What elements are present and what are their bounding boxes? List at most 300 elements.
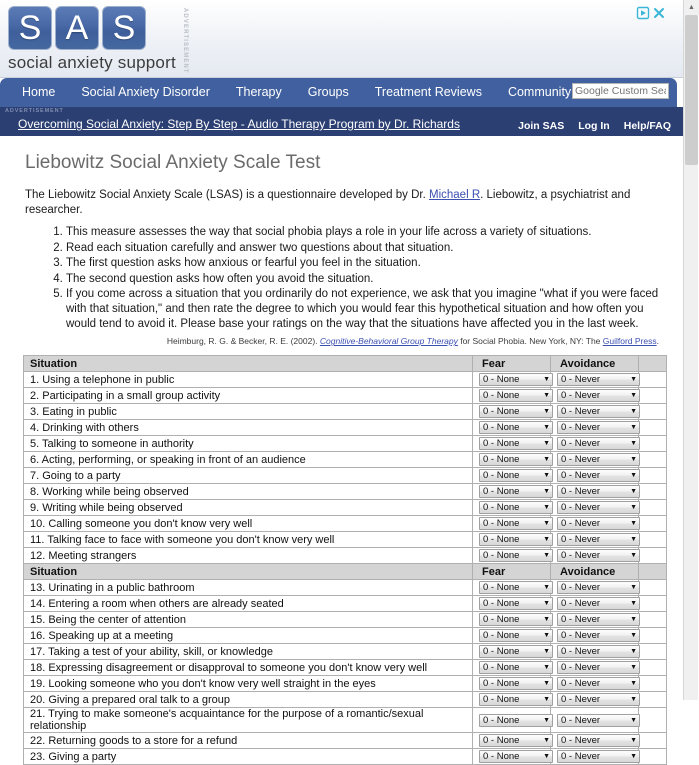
main-content — [0, 152, 683, 765]
fear-select-value: 0 - None — [483, 454, 520, 466]
fear-select-value: 0 - None — [483, 598, 520, 610]
avoidance-select-cell[interactable] — [551, 596, 639, 612]
avoidance-select-value: 0 - Never — [561, 714, 601, 726]
row-spacer-cell — [639, 644, 667, 660]
avoidance-select-value: 0 - Never — [561, 598, 601, 610]
chevron-down-icon: ▼ — [543, 696, 550, 704]
chevron-down-icon: ▼ — [630, 376, 637, 384]
nav-item-groups[interactable]: Groups — [307, 85, 349, 99]
fear-select[interactable] — [479, 437, 553, 450]
fear-select-value: 0 - None — [483, 422, 520, 434]
fear-select[interactable] — [479, 750, 553, 763]
fear-select[interactable] — [479, 421, 553, 434]
log-in-link[interactable]: Log In — [578, 119, 610, 132]
list-item: 1. This measure assesses the way that social phobia plays a role in your life across a variety of situations. — [66, 225, 661, 240]
fear-select-value: 0 - None — [483, 662, 520, 674]
fear-select-value: 0 - None — [483, 614, 520, 626]
situation-label: 2. Participating in a small group activity — [24, 388, 473, 404]
lsas-questionnaire-table — [23, 355, 667, 765]
avoidance-select-cell[interactable] — [551, 388, 639, 404]
situation-label: 16. Speaking up at a meeting — [24, 628, 473, 644]
table-row — [24, 420, 667, 436]
promo-link[interactable]: Overcoming Social Anxiety: Step By Step - Audio Therapy Program by Dr. Richards — [18, 117, 460, 131]
fear-select-value: 0 - None — [483, 390, 520, 402]
avoidance-select[interactable] — [557, 389, 640, 402]
avoidance-select-cell[interactable] — [551, 532, 639, 548]
situation-label: 3. Eating in public — [24, 404, 473, 420]
fear-select[interactable] — [479, 645, 553, 658]
fear-select-value: 0 - None — [483, 646, 520, 658]
citation-title-link[interactable]: Cognitive-Behavioral Group Therapy — [319, 336, 458, 347]
site-logo[interactable] — [8, 6, 188, 74]
situation-label: 21. Trying to make someone's acquaintance for the purpose of a romantic/sexual relationship — [24, 708, 473, 733]
avoidance-select-cell[interactable] — [551, 372, 639, 388]
nav-item-home[interactable]: Home — [22, 85, 56, 99]
avoidance-select-cell[interactable] — [551, 484, 639, 500]
column-header-spacer — [639, 356, 667, 372]
situation-label: 11. Talking face to face with someone you don't know very well — [24, 532, 473, 548]
situation-label: 12. Meeting strangers — [24, 548, 473, 564]
avoidance-select-value: 0 - Never — [561, 662, 601, 674]
avoidance-select-cell[interactable] — [551, 500, 639, 516]
table-row — [24, 644, 667, 660]
situation-label: 17. Taking a test of your ability, skill, or knowledge — [24, 644, 473, 660]
fear-select[interactable] — [479, 373, 553, 386]
chevron-down-icon: ▼ — [543, 753, 550, 761]
situation-label: 23. Giving a party — [24, 749, 473, 765]
avoidance-select-value: 0 - Never — [561, 550, 601, 562]
fear-select-value: 0 - None — [483, 678, 520, 690]
avoidance-select-cell[interactable] — [551, 548, 639, 564]
fear-select-value: 0 - None — [483, 751, 520, 763]
logo-tile-a: A — [55, 6, 99, 50]
fear-select[interactable] — [479, 677, 553, 690]
avoidance-select-cell[interactable] — [551, 733, 639, 749]
avoidance-select[interactable] — [557, 437, 640, 450]
ad-choices-controls[interactable] — [637, 7, 665, 19]
column-header-situation: Situation — [24, 564, 473, 580]
avoidance-select-cell[interactable] — [551, 516, 639, 532]
fear-select-cell[interactable] — [473, 692, 551, 708]
list-item: 3. The first question asks how anxious or fearful you feel in the situation. — [66, 256, 661, 271]
avoidance-select-value: 0 - Never — [561, 470, 601, 482]
avoidance-select[interactable] — [557, 597, 640, 610]
fear-select-value: 0 - None — [483, 518, 520, 530]
avoidance-select-cell[interactable] — [551, 420, 639, 436]
chevron-down-icon: ▼ — [630, 680, 637, 688]
avoidance-select-cell[interactable] — [551, 692, 639, 708]
avoidance-select-cell[interactable] — [551, 644, 639, 660]
fear-select[interactable] — [479, 517, 553, 530]
situation-label: 20. Giving a prepared oral talk to a group — [24, 692, 473, 708]
avoidance-select-value: 0 - Never — [561, 486, 601, 498]
intro-text-after: . Liebowitz, a psychiatrist and researcher. — [25, 189, 631, 216]
avoidance-select[interactable] — [557, 750, 640, 763]
chevron-down-icon: ▼ — [630, 648, 637, 656]
fear-select[interactable] — [479, 581, 553, 594]
fear-select[interactable] — [479, 714, 553, 727]
fear-select-cell[interactable] — [473, 436, 551, 452]
avoidance-select-cell[interactable] — [551, 676, 639, 692]
fear-select[interactable] — [479, 661, 553, 674]
avoidance-select-value: 0 - Never — [561, 735, 601, 747]
row-spacer-cell — [639, 436, 667, 452]
situation-label: 14. Entering a room when others are already seated — [24, 596, 473, 612]
chevron-down-icon: ▼ — [630, 737, 637, 745]
michael-r-liebowitz-link[interactable]: Michael R — [429, 189, 481, 201]
top-ad-banner — [0, 0, 683, 78]
table-row — [24, 516, 667, 532]
chevron-down-icon: ▼ — [543, 424, 550, 432]
citation-part2: for Social Phobia. New York, NY: The — [457, 336, 603, 347]
fear-select-cell[interactable] — [473, 404, 551, 420]
chevron-down-icon: ▼ — [543, 536, 550, 544]
close-icon[interactable] — [653, 7, 665, 19]
avoidance-select[interactable] — [557, 613, 640, 626]
avoidance-select[interactable] — [557, 581, 640, 594]
fear-select-cell[interactable] — [473, 420, 551, 436]
situation-label: 18. Expressing disagreement or disapproval to someone you don't know very well — [24, 660, 473, 676]
avoidance-select-cell[interactable] — [551, 468, 639, 484]
adchoices-icon[interactable] — [637, 7, 649, 19]
chevron-down-icon: ▼ — [543, 472, 550, 480]
row-spacer-cell — [639, 660, 667, 676]
row-spacer-cell — [639, 676, 667, 692]
fear-select[interactable] — [479, 469, 553, 482]
chevron-down-icon: ▼ — [630, 632, 637, 640]
chevron-down-icon: ▼ — [543, 456, 550, 464]
logo-tile-s2: S — [102, 6, 146, 50]
row-spacer-cell — [639, 388, 667, 404]
fear-select-cell[interactable] — [473, 516, 551, 532]
chevron-down-icon: ▼ — [630, 520, 637, 528]
fear-select-value: 0 - None — [483, 534, 520, 546]
logo-wordmark: social anxiety support — [8, 53, 176, 72]
table-row — [24, 596, 667, 612]
fear-select-value: 0 - None — [483, 714, 520, 726]
fear-select-cell[interactable] — [473, 372, 551, 388]
chevron-down-icon: ▼ — [543, 520, 550, 528]
main-navigation — [0, 78, 677, 107]
chevron-down-icon: ▼ — [543, 664, 550, 672]
table-row — [24, 452, 667, 468]
instructions-list — [22, 225, 661, 331]
fear-select-value: 0 - None — [483, 502, 520, 514]
avoidance-select-value: 0 - Never — [561, 502, 601, 514]
avoidance-select[interactable] — [557, 549, 640, 562]
account-links — [518, 111, 671, 140]
row-spacer-cell — [639, 749, 667, 765]
fear-select-cell[interactable] — [473, 660, 551, 676]
citation — [22, 336, 659, 347]
fear-select-value: 0 - None — [483, 550, 520, 562]
fear-select[interactable] — [479, 533, 553, 546]
nav-item-social-anxiety-disorder[interactable]: Social Anxiety Disorder — [81, 85, 210, 99]
row-spacer-cell — [639, 372, 667, 388]
fear-select-value: 0 - None — [483, 486, 520, 498]
help-faq-link[interactable]: Help/FAQ — [623, 119, 671, 132]
list-item: 5. If you come across a situation that you ordinarily do not experience, we ask that you imagine "what if you were faced with that situation," and then rate the degree to which you would fear this hypothetical situation and how often you would tend to avoid it. Please base your ratings on the way that the situations have affected you in the last week. — [66, 287, 661, 331]
avoidance-select-cell[interactable] — [551, 708, 639, 733]
nav-item-community[interactable]: Community — [507, 85, 572, 99]
nav-item-therapy[interactable]: Therapy — [235, 85, 282, 99]
chevron-down-icon: ▼ — [630, 716, 637, 724]
row-spacer-cell — [639, 500, 667, 516]
avoidance-select-value: 0 - Never — [561, 582, 601, 594]
situation-label: 15. Being the center of attention — [24, 612, 473, 628]
avoidance-select[interactable] — [557, 645, 640, 658]
avoidance-select[interactable] — [557, 485, 640, 498]
nav-item-treatment-reviews[interactable]: Treatment Reviews — [374, 85, 482, 99]
row-spacer-cell — [639, 484, 667, 500]
chevron-down-icon: ▼ — [630, 488, 637, 496]
table-row — [24, 628, 667, 644]
avoidance-select[interactable] — [557, 714, 640, 727]
fear-select-value: 0 - None — [483, 406, 520, 418]
chevron-down-icon: ▼ — [630, 456, 637, 464]
row-spacer-cell — [639, 532, 667, 548]
avoidance-select-cell[interactable] — [551, 436, 639, 452]
citation-part1: Heimburg, R. G. & Becker, R. E. (2002). — [166, 336, 320, 347]
scroll-up-arrow-icon[interactable]: ▲ — [684, 0, 699, 15]
fear-select-value: 0 - None — [483, 438, 520, 450]
avoidance-select[interactable] — [557, 629, 640, 642]
avoidance-select[interactable] — [557, 517, 640, 530]
avoidance-select[interactable] — [557, 373, 640, 386]
avoidance-select-cell[interactable] — [551, 749, 639, 765]
row-spacer-cell — [639, 468, 667, 484]
table-header-row — [24, 564, 667, 580]
chevron-down-icon: ▼ — [630, 392, 637, 400]
fear-select-value: 0 - None — [483, 735, 520, 747]
fear-select-cell[interactable] — [473, 548, 551, 564]
fear-select-cell[interactable] — [473, 388, 551, 404]
chevron-down-icon: ▼ — [543, 488, 550, 496]
row-spacer-cell — [639, 548, 667, 564]
table-row — [24, 708, 667, 733]
fear-select[interactable] — [479, 549, 553, 562]
row-spacer-cell — [639, 596, 667, 612]
fear-select[interactable] — [479, 629, 553, 642]
row-spacer-cell — [639, 404, 667, 420]
fear-select-cell[interactable] — [473, 580, 551, 596]
avoidance-select[interactable] — [557, 677, 640, 690]
chevron-down-icon: ▼ — [543, 616, 550, 624]
fear-select-cell[interactable] — [473, 468, 551, 484]
avoidance-select-cell[interactable] — [551, 580, 639, 596]
avoidance-select-cell[interactable] — [551, 452, 639, 468]
avoidance-select-value: 0 - Never — [561, 694, 601, 706]
avoidance-select-value: 0 - Never — [561, 390, 601, 402]
avoidance-select[interactable] — [557, 693, 640, 706]
fear-select-cell[interactable] — [473, 612, 551, 628]
avoidance-select-cell[interactable] — [551, 404, 639, 420]
column-header-situation: Situation — [24, 356, 473, 372]
advertisement-label: ADVERTISEMENT — [5, 108, 64, 114]
avoidance-select[interactable] — [557, 469, 640, 482]
table-row — [24, 436, 667, 452]
avoidance-select-value: 0 - Never — [561, 438, 601, 450]
table-row — [24, 733, 667, 749]
fear-select-cell[interactable] — [473, 628, 551, 644]
avoidance-select[interactable] — [557, 501, 640, 514]
fear-select[interactable] — [479, 453, 553, 466]
fear-select-value: 0 - None — [483, 694, 520, 706]
chevron-down-icon: ▼ — [543, 552, 550, 560]
table-row — [24, 500, 667, 516]
fear-select-value: 0 - None — [483, 374, 520, 386]
fear-select-cell[interactable] — [473, 644, 551, 660]
situation-label: 10. Calling someone you don't know very well — [24, 516, 473, 532]
row-spacer-cell — [639, 692, 667, 708]
situation-label: 7. Going to a party — [24, 468, 473, 484]
fear-select[interactable] — [479, 613, 553, 626]
table-row — [24, 484, 667, 500]
chevron-down-icon: ▼ — [543, 600, 550, 608]
page-title: Liebowitz Social Anxiety Scale Test — [25, 152, 321, 173]
table-row — [24, 660, 667, 676]
chevron-down-icon: ▼ — [543, 716, 550, 724]
avoidance-select[interactable] — [557, 661, 640, 674]
search-input[interactable] — [572, 83, 669, 99]
table-row — [24, 404, 667, 420]
table-row — [24, 532, 667, 548]
fear-select-cell[interactable] — [473, 484, 551, 500]
row-spacer-cell — [639, 452, 667, 468]
table-row — [24, 580, 667, 596]
fear-select[interactable] — [479, 734, 553, 747]
promo-subbar — [0, 107, 683, 136]
chevron-down-icon: ▼ — [543, 392, 550, 400]
chevron-down-icon: ▼ — [630, 408, 637, 416]
fear-select-cell[interactable] — [473, 452, 551, 468]
situation-label: 22. Returning goods to a store for a refund — [24, 733, 473, 749]
situation-label: 13. Urinating in a public bathroom — [24, 580, 473, 596]
avoidance-select[interactable] — [557, 453, 640, 466]
situation-label: 4. Drinking with others — [24, 420, 473, 436]
avoidance-select-value: 0 - Never — [561, 518, 601, 530]
avoidance-select[interactable] — [557, 734, 640, 747]
fear-select-cell[interactable] — [473, 532, 551, 548]
browser-scrollbar[interactable] — [683, 0, 698, 700]
avoidance-select-cell[interactable] — [551, 612, 639, 628]
fear-select-cell[interactable] — [473, 708, 551, 733]
row-spacer-cell — [639, 708, 667, 733]
avoidance-select-value: 0 - Never — [561, 614, 601, 626]
fear-select[interactable] — [479, 485, 553, 498]
row-spacer-cell — [639, 516, 667, 532]
chevron-down-icon: ▼ — [630, 696, 637, 704]
citation-part3: . — [656, 336, 659, 347]
avoidance-select[interactable] — [557, 405, 640, 418]
table-header-row — [24, 356, 667, 372]
table-row — [24, 692, 667, 708]
chevron-down-icon: ▼ — [543, 680, 550, 688]
chevron-down-icon: ▼ — [543, 737, 550, 745]
join-sas-link[interactable]: Join SAS — [518, 119, 565, 132]
situation-label: 6. Acting, performing, or speaking in front of an audience — [24, 452, 473, 468]
chevron-down-icon: ▼ — [543, 376, 550, 384]
avoidance-select-value: 0 - Never — [561, 406, 601, 418]
chevron-down-icon: ▼ — [543, 648, 550, 656]
fear-select-cell[interactable] — [473, 749, 551, 765]
avoidance-select-cell[interactable] — [551, 660, 639, 676]
table-row — [24, 612, 667, 628]
fear-select-cell[interactable] — [473, 733, 551, 749]
intro-text-before: The Liebowitz Social Anxiety Scale (LSAS) is a questionnaire developed by Dr. — [25, 189, 429, 201]
chevron-down-icon: ▼ — [630, 616, 637, 624]
avoidance-select-value: 0 - Never — [561, 630, 601, 642]
chevron-down-icon: ▼ — [630, 584, 637, 592]
chevron-down-icon: ▼ — [630, 552, 637, 560]
table-row — [24, 749, 667, 765]
situation-label: 8. Working while being observed — [24, 484, 473, 500]
avoidance-select-value: 0 - Never — [561, 751, 601, 763]
fear-select-cell[interactable] — [473, 596, 551, 612]
column-header-fear: Fear — [473, 564, 551, 580]
chevron-down-icon: ▼ — [630, 472, 637, 480]
intro-paragraph — [25, 188, 661, 218]
avoidance-select-value: 0 - Never — [561, 422, 601, 434]
fear-select[interactable] — [479, 405, 553, 418]
avoidance-select-value: 0 - Never — [561, 374, 601, 386]
table-row — [24, 548, 667, 564]
chevron-down-icon: ▼ — [630, 753, 637, 761]
chevron-down-icon: ▼ — [630, 664, 637, 672]
fear-select[interactable] — [479, 693, 553, 706]
table-row — [24, 676, 667, 692]
chevron-down-icon: ▼ — [543, 408, 550, 416]
chevron-down-icon: ▼ — [543, 504, 550, 512]
avoidance-select-cell[interactable] — [551, 628, 639, 644]
fear-select[interactable] — [479, 389, 553, 402]
avoidance-select[interactable] — [557, 421, 640, 434]
row-spacer-cell — [639, 733, 667, 749]
scrollbar-thumb[interactable] — [685, 15, 698, 165]
row-spacer-cell — [639, 420, 667, 436]
chevron-down-icon: ▼ — [630, 536, 637, 544]
chevron-down-icon: ▼ — [543, 632, 550, 640]
row-spacer-cell — [639, 612, 667, 628]
guilford-press-link[interactable]: Guilford Press — [602, 336, 657, 347]
avoidance-select-value: 0 - Never — [561, 534, 601, 546]
avoidance-select[interactable] — [557, 533, 640, 546]
fear-select-cell[interactable] — [473, 676, 551, 692]
chevron-down-icon: ▼ — [630, 600, 637, 608]
table-row — [24, 372, 667, 388]
situation-label: 1. Using a telephone in public — [24, 372, 473, 388]
situation-label: 9. Writing while being observed — [24, 500, 473, 516]
column-header-fear: Fear — [473, 356, 551, 372]
table-row — [24, 468, 667, 484]
list-item: 2. Read each situation carefully and answer two questions about that situation. — [66, 241, 661, 256]
fear-select[interactable] — [479, 501, 553, 514]
advertisement-vertical-label: ADVERTISEMENT — [181, 8, 188, 74]
situation-label: 19. Looking someone who you don't know very well straight in the eyes — [24, 676, 473, 692]
chevron-down-icon: ▼ — [543, 440, 550, 448]
situation-label: 5. Talking to someone in authority — [24, 436, 473, 452]
fear-select-value: 0 - None — [483, 630, 520, 642]
chevron-down-icon: ▼ — [630, 504, 637, 512]
fear-select[interactable] — [479, 597, 553, 610]
row-spacer-cell — [639, 628, 667, 644]
chevron-down-icon: ▼ — [543, 584, 550, 592]
chevron-down-icon: ▼ — [630, 440, 637, 448]
column-header-spacer — [639, 564, 667, 580]
table-row — [24, 388, 667, 404]
fear-select-cell[interactable] — [473, 500, 551, 516]
list-item: 4. The second question asks how often you avoid the situation. — [66, 272, 661, 287]
